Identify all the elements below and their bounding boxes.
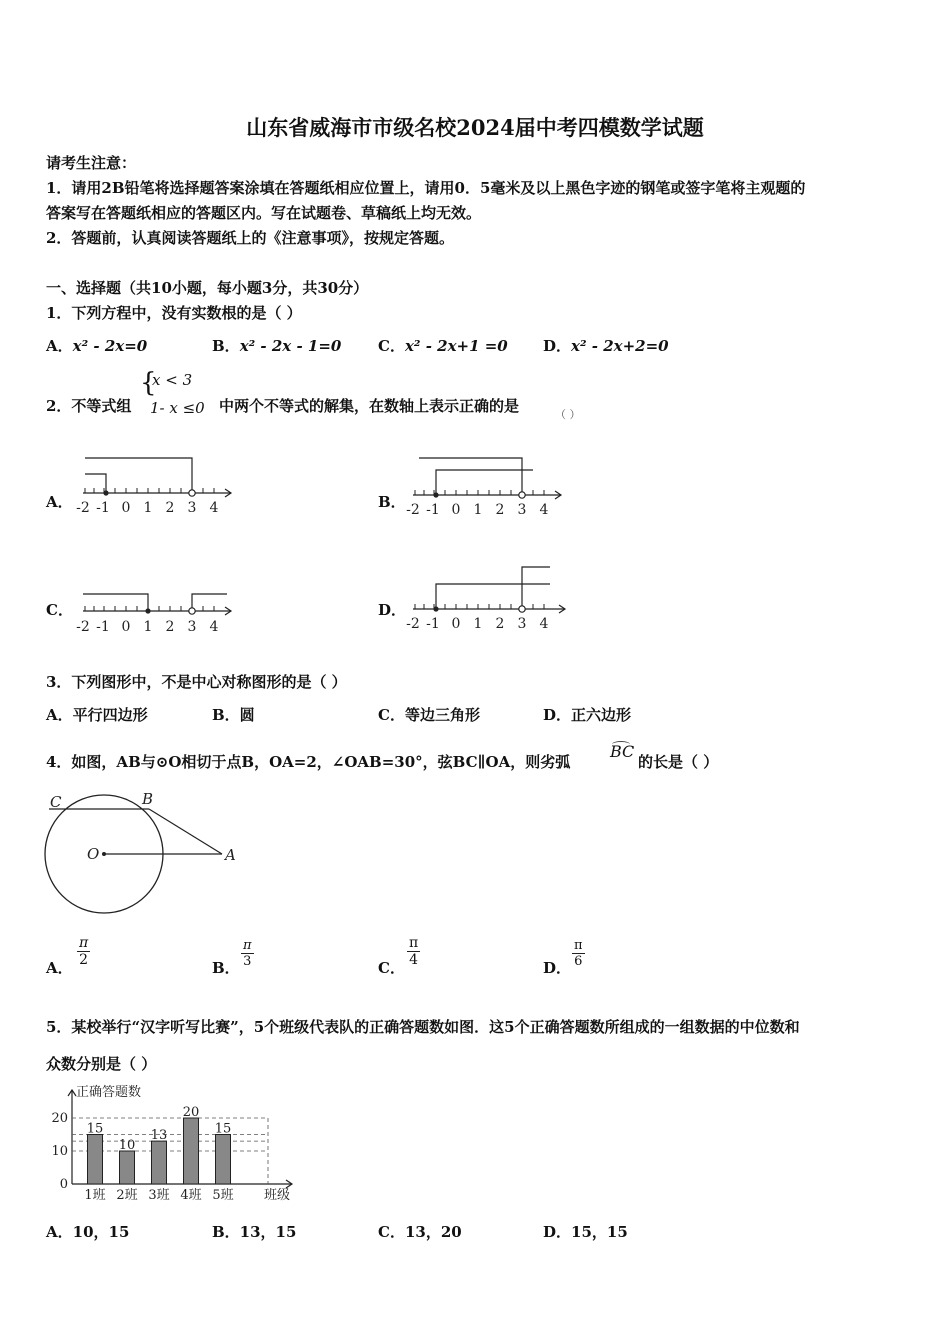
- q3-option-a: A．平行四边形: [46, 706, 148, 724]
- q2-a-tick-labels: [76, 500, 218, 516]
- notice-item-1-line-1: 1．请用2B铅笔将选择题答案涂填在答题纸相应位置上，请用0．5毫米及以上黑色字迹的钢笔或签字笔将主观题的: [46, 179, 806, 197]
- tick-label: 1: [143, 500, 153, 516]
- q2-option-d-label: D．: [378, 601, 407, 619]
- point-o-label: O: [87, 845, 100, 863]
- bar: [152, 1141, 167, 1184]
- q2-inequality-2: 1- x ≤0: [150, 399, 205, 417]
- q2-suffix: 中两个不等式的解集，在数轴上表示正确的是: [219, 397, 520, 415]
- tick-label: 2: [495, 502, 505, 518]
- q4-option-a-fraction: π 2: [79, 935, 89, 968]
- bar: [216, 1135, 231, 1185]
- q5-stem-line-2: 众数分别是（ ）: [46, 1055, 157, 1073]
- tick-label: -1: [96, 619, 110, 635]
- tick-label: 4: [539, 616, 549, 632]
- category-label: 4班: [180, 1188, 202, 1203]
- q1-option-c: C．x² - 2x+1 =0: [378, 337, 508, 355]
- notice-item-1-line-2: 答案写在答题纸相应的答题区内。写在试题卷、草稿纸上均无效。: [46, 204, 482, 222]
- q5-bar-chart: [40, 1078, 305, 1208]
- q4-option-d-label: D．: [543, 959, 572, 977]
- q4-option-a-label: A．: [46, 959, 73, 977]
- q2-number-line-d: [405, 562, 575, 640]
- q5-option-d: D．15，15: [543, 1223, 628, 1241]
- tick-label: -2: [406, 502, 420, 518]
- q1-stem: 1．下列方程中，没有实数根的是（ ）: [46, 304, 302, 322]
- tick-label: 2: [165, 619, 175, 635]
- q2-prefix: 2．不等式组: [46, 397, 132, 415]
- category-label: 1班: [84, 1188, 106, 1203]
- q4-arc-bc: BC: [610, 742, 635, 761]
- bar-value-label: 13: [150, 1128, 168, 1144]
- q5-stem-line-1: 5．某校举行“汉字听写比赛”，5个班级代表队的正确答题数如图．这5个正确答题数所组成的一组数据的中位数和: [46, 1018, 800, 1036]
- tick-label: -1: [426, 616, 440, 632]
- bar-value-label: 15: [86, 1121, 104, 1137]
- q4-circle-figure: [40, 790, 245, 920]
- bar-value-label: 20: [182, 1105, 200, 1120]
- y-axis-label: 正确答题数: [76, 1085, 142, 1100]
- y-tick-label: 10: [51, 1144, 68, 1159]
- q3-option-d: D．正六边形: [543, 706, 632, 724]
- tick-label: -1: [426, 502, 440, 518]
- tick-label: 2: [495, 616, 505, 632]
- bar-value-label: 15: [214, 1121, 232, 1137]
- tick-label: 0: [451, 502, 461, 518]
- arc-mark-icon: [612, 741, 630, 748]
- category-label: 2班: [116, 1188, 138, 1203]
- bar: [88, 1135, 103, 1185]
- section-heading: 一、选择题（共10小题，每小题3分，共30分）: [46, 279, 369, 297]
- q4-option-c-fraction: π 4: [409, 935, 419, 968]
- tick-label: -1: [96, 500, 110, 516]
- q5-option-c: C．13，20: [378, 1223, 462, 1241]
- tick-label: 0: [121, 500, 131, 516]
- q2-paren: （ ）: [555, 408, 581, 421]
- page-title: 山东省威海市市级名校2024届中考四模数学试题: [246, 115, 704, 140]
- q1-option-b: B．x² - 2x - 1=0: [212, 337, 342, 355]
- q3-stem: 3．下列图形中，不是中心对称图形的是（ ）: [46, 673, 347, 691]
- tick-label: 3: [517, 616, 527, 632]
- x-axis-label: 班级: [264, 1188, 291, 1203]
- tick-label: 4: [209, 500, 219, 516]
- q5-option-b: B．13，15: [212, 1223, 297, 1241]
- q2-number-line-a: [75, 452, 240, 522]
- q4-stem-pre: 4．如图，AB与⊙O相切于点B，OA=2，∠OAB=30°，弦BC∥OA，则劣弧: [46, 753, 571, 771]
- tick-label: -2: [76, 500, 90, 516]
- q2-c-tick-labels: [76, 619, 218, 635]
- tick-label: -2: [76, 619, 90, 635]
- bar: [184, 1118, 199, 1184]
- q1-option-a: A．x² - 2x=0: [46, 337, 148, 355]
- tick-label: 0: [451, 616, 461, 632]
- tick-label: 1: [143, 619, 153, 635]
- q3-option-b: B．圆: [212, 706, 255, 724]
- tangent-ab: [149, 809, 222, 854]
- q2-inequality-1: x < 3: [152, 371, 193, 389]
- q2-number-line-b: [405, 452, 570, 522]
- q1-option-d: D．x² - 2x+2=0: [543, 337, 669, 355]
- tick-label: 1: [473, 502, 483, 518]
- point-c-label: C: [50, 793, 62, 811]
- tick-label: 0: [121, 619, 131, 635]
- bar-value-label: 10: [118, 1138, 136, 1153]
- point-b-label: B: [142, 790, 154, 808]
- q4-option-b-fraction: π 3: [243, 938, 252, 969]
- q2-number-line-c: [75, 584, 240, 644]
- point-a-label: A: [225, 846, 236, 864]
- q2-d-tick-labels: [406, 616, 548, 632]
- tick-label: 4: [539, 502, 549, 518]
- notice-item-2: 2．答题前，认真阅读答题纸上的《注意事项》，按规定答题。: [46, 229, 454, 247]
- q2-option-b-label: B．: [378, 493, 406, 511]
- tick-label: 3: [187, 500, 197, 516]
- tick-label: 4: [209, 619, 219, 635]
- y-tick-label: 0: [59, 1177, 68, 1192]
- q3-option-c: C．等边三角形: [378, 706, 480, 724]
- q2-b-tick-labels: [406, 502, 548, 518]
- tick-label: 1: [473, 616, 483, 632]
- category-label: 3班: [148, 1188, 170, 1203]
- q4-option-b-label: B．: [212, 959, 240, 977]
- notice-heading: 请考生注意：: [46, 154, 137, 172]
- tick-label: 2: [165, 500, 175, 516]
- q5-option-a: A．10，15: [46, 1223, 130, 1241]
- tick-label: 3: [517, 502, 527, 518]
- q2-option-a-label: A．: [46, 493, 73, 511]
- tick-label: -2: [406, 616, 420, 632]
- q4-stem-post: 的长是（ ）: [638, 753, 719, 771]
- bar: [120, 1151, 135, 1184]
- tick-label: 3: [187, 619, 197, 635]
- q2-brace: {: [140, 368, 157, 398]
- category-label: 5班: [212, 1188, 234, 1203]
- q4-option-d-fraction: π 6: [574, 938, 583, 969]
- q2-option-c-label: C．: [46, 601, 73, 619]
- q4-option-c-label: C．: [378, 959, 405, 977]
- y-tick-label: 20: [51, 1111, 68, 1126]
